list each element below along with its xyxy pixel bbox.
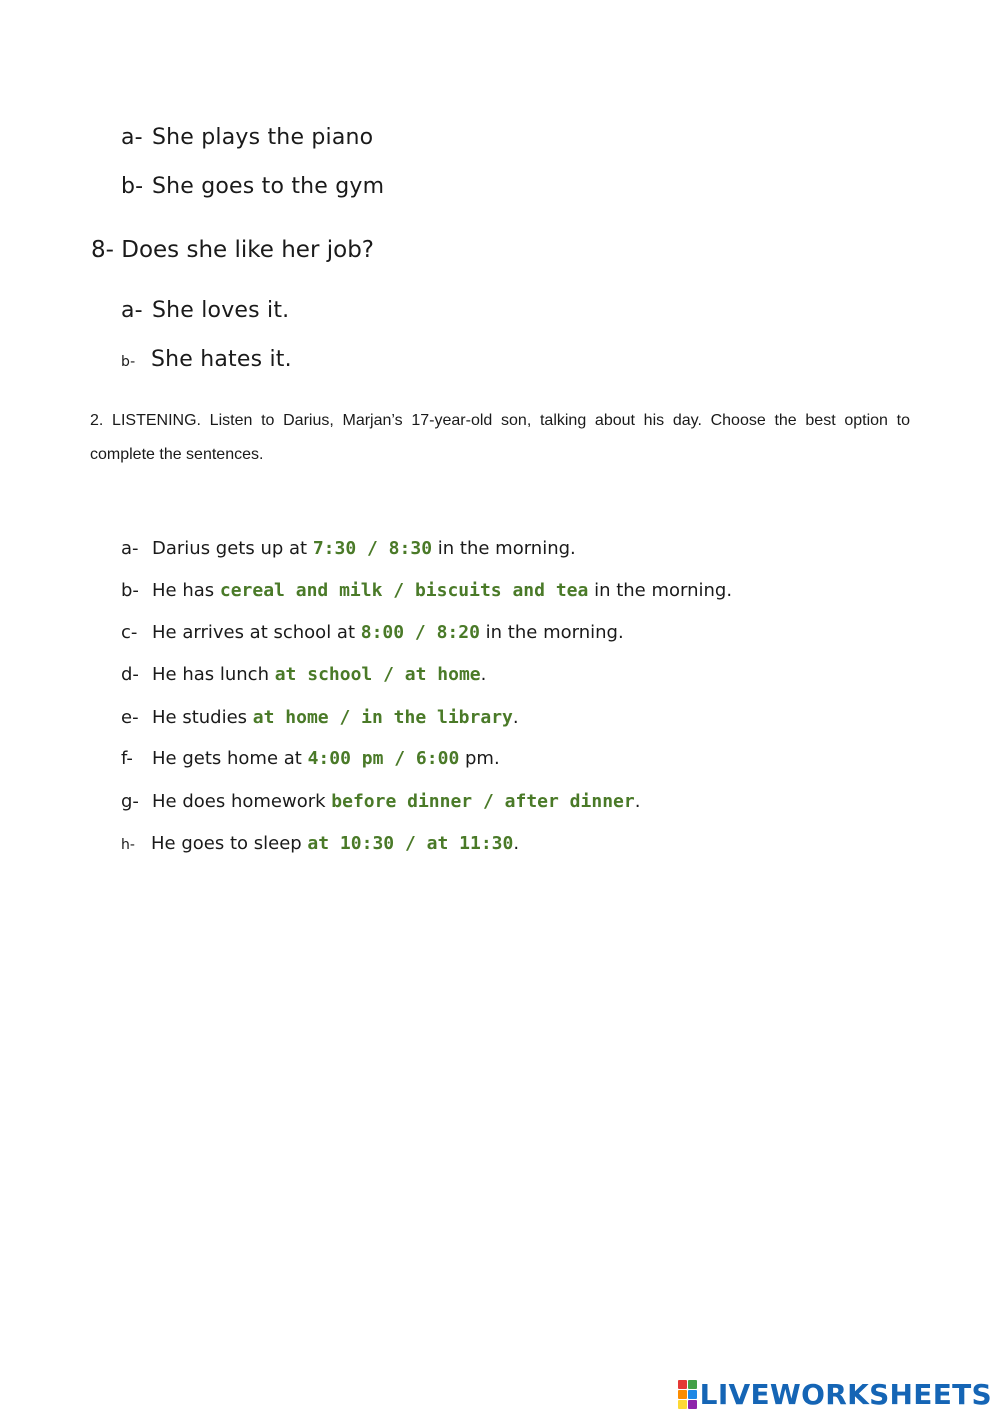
option-b-gym: [121, 174, 384, 199]
sentence-marker: h-: [121, 837, 135, 853]
sentence-marker: e-: [121, 707, 139, 728]
sentence-marker: d-: [121, 664, 139, 685]
sentence-after: .: [480, 664, 487, 685]
logo-tiles-icon: [678, 1380, 697, 1409]
option-text: She loves it.: [152, 298, 290, 323]
listening-instruction: 2. LISTENING. Listen to Darius, Marjan’s 17-year-old son, talking about his day. Choose the best option to complete the sentences.: [90, 412, 910, 463]
answer-choice[interactable]: 7:30 / 8:30: [312, 538, 433, 559]
option-marker: b-: [121, 354, 136, 370]
sentence-before: He gets home at: [152, 748, 308, 769]
answer-choice[interactable]: at 10:30 / at 11:30: [307, 833, 514, 854]
question-8: 8- Does she like her job?: [91, 237, 374, 263]
sentence-before: Darius gets up at: [152, 538, 313, 559]
sentence-f: [121, 748, 500, 769]
answer-choice[interactable]: before dinner / after dinner: [331, 791, 635, 812]
sentence-before: He has lunch: [152, 664, 275, 685]
sentence-marker: a-: [121, 538, 139, 559]
question-8-option-b: [121, 347, 292, 372]
answer-choice[interactable]: at school / at home: [274, 664, 481, 685]
option-marker: a-: [121, 298, 143, 323]
option-marker: b-: [121, 174, 144, 199]
sentence-before: He arrives at school at: [152, 622, 361, 643]
sentence-a: [121, 538, 576, 559]
sentence-before: He has: [152, 580, 220, 601]
sentence-before: He does homework: [152, 791, 332, 812]
sentence-after: in the morning.: [479, 622, 624, 643]
sentence-g: [121, 791, 640, 812]
answer-choice[interactable]: 8:00 / 8:20: [360, 622, 480, 643]
question-8-option-a: [121, 298, 289, 323]
answer-choice[interactable]: 4:00 pm / 6:00: [307, 748, 460, 769]
option-a-piano: [121, 125, 373, 150]
option-text: She plays the piano: [152, 125, 374, 150]
sentence-marker: f-: [121, 748, 133, 769]
sentence-h: [121, 833, 519, 854]
sentence-before: He studies: [152, 707, 253, 728]
sentence-after: .: [512, 707, 519, 728]
sentence-d: [121, 664, 486, 685]
sentence-marker: g-: [121, 791, 139, 812]
logo-tile: [688, 1400, 697, 1409]
answer-choice[interactable]: cereal and milk / biscuits and tea: [219, 580, 589, 601]
sentence-after: .: [634, 791, 641, 812]
logo-tile: [688, 1380, 697, 1389]
sentence-after: .: [513, 833, 520, 854]
logo-text: LIVEWORKSHEETS: [699, 1377, 992, 1411]
sentence-after: in the morning.: [588, 580, 733, 601]
sentence-after: pm.: [459, 748, 500, 769]
answer-choice[interactable]: at home / in the library: [252, 707, 513, 728]
option-text: She goes to the gym: [152, 174, 385, 199]
logo-tile: [678, 1380, 687, 1389]
liveworksheets-logo[interactable]: [678, 1378, 992, 1410]
sentence-b: [121, 580, 732, 601]
sentence-e: [121, 707, 519, 728]
sentence-marker: c-: [121, 622, 138, 643]
logo-tile: [678, 1400, 687, 1409]
sentence-after: in the morning.: [432, 538, 576, 559]
logo-tile: [678, 1390, 687, 1399]
sentence-c: [121, 622, 624, 643]
sentence-marker: b-: [121, 580, 139, 601]
option-text: She hates it.: [151, 347, 292, 372]
sentence-before: He goes to sleep: [151, 833, 308, 854]
logo-tile: [688, 1390, 697, 1399]
option-marker: a-: [121, 125, 143, 150]
